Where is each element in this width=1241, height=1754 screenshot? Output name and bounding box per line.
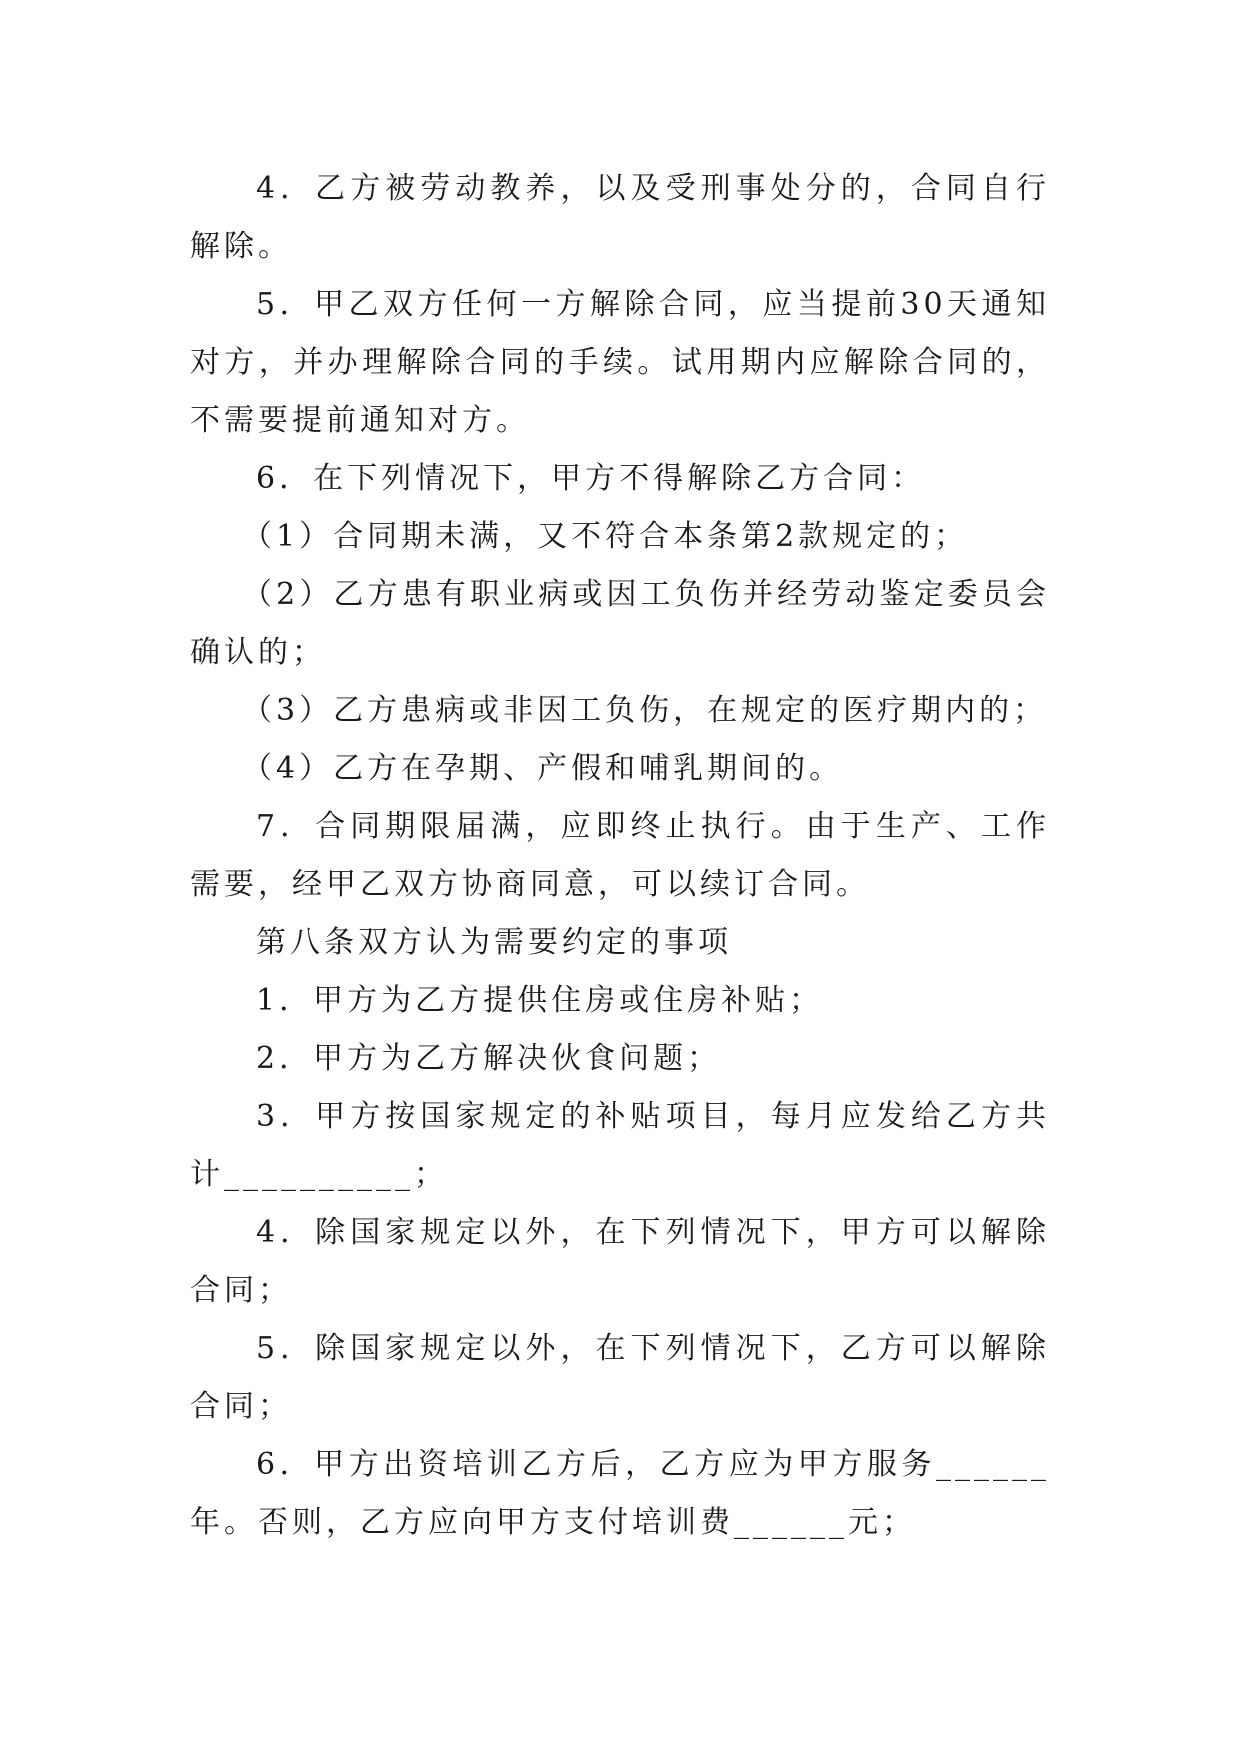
clause-7-7: 7．合同期限届满，应即终止执行。由于生产、工作需要，经甲乙双方协商同意，可以续订合同。 xyxy=(190,809,1050,902)
clause-7-6-item-3: （3）乙方患病或非因工负伤，在规定的医疗期内的； xyxy=(242,693,1048,728)
clause-7-6-item-4: （4）乙方在孕期、产假和哺乳期间的。 xyxy=(242,751,844,786)
document-body xyxy=(190,160,1050,1552)
clause-8-4: 4．除国家规定以外，在下列情况下，甲方可以解除合同； xyxy=(190,1215,1050,1308)
clause-8-2: 2．甲方为乙方解决伙食问题； xyxy=(256,1041,722,1076)
article-8-heading: 第八条双方认为需要约定的事项 xyxy=(256,925,732,960)
clause-7-4: 4．乙方被劳动教养，以及受刑事处分的，合同自行解除。 xyxy=(190,171,1050,264)
clause-7-6-item-1: （1）合同期未满，又不符合本条第2款规定的； xyxy=(242,519,969,554)
clause-8-6: 6．甲方出资培训乙方后，乙方应为甲方服务______年。否则，乙方应向甲方支付培训费______元； xyxy=(190,1447,1050,1540)
clause-8-3: 3．甲方按国家规定的补贴项目，每月应发给乙方共计__________； xyxy=(190,1099,1050,1192)
clause-7-6-item-2: （2）乙方患有职业病或因工负伤并经劳动鉴定委员会确认的； xyxy=(190,577,1050,670)
clause-8-5: 5．除国家规定以外，在下列情况下，乙方可以解除合同； xyxy=(190,1331,1050,1424)
clause-7-6: 6．在下列情况下，甲方不得解除乙方合同： xyxy=(256,461,926,496)
clause-7-5: 5．甲乙双方任何一方解除合同，应当提前30天通知对方，并办理解除合同的手续。试用期内应解除合同的，不需要提前通知对方。 xyxy=(190,287,1050,438)
clause-8-1: 1．甲方为乙方提供住房或住房补贴； xyxy=(256,983,824,1018)
